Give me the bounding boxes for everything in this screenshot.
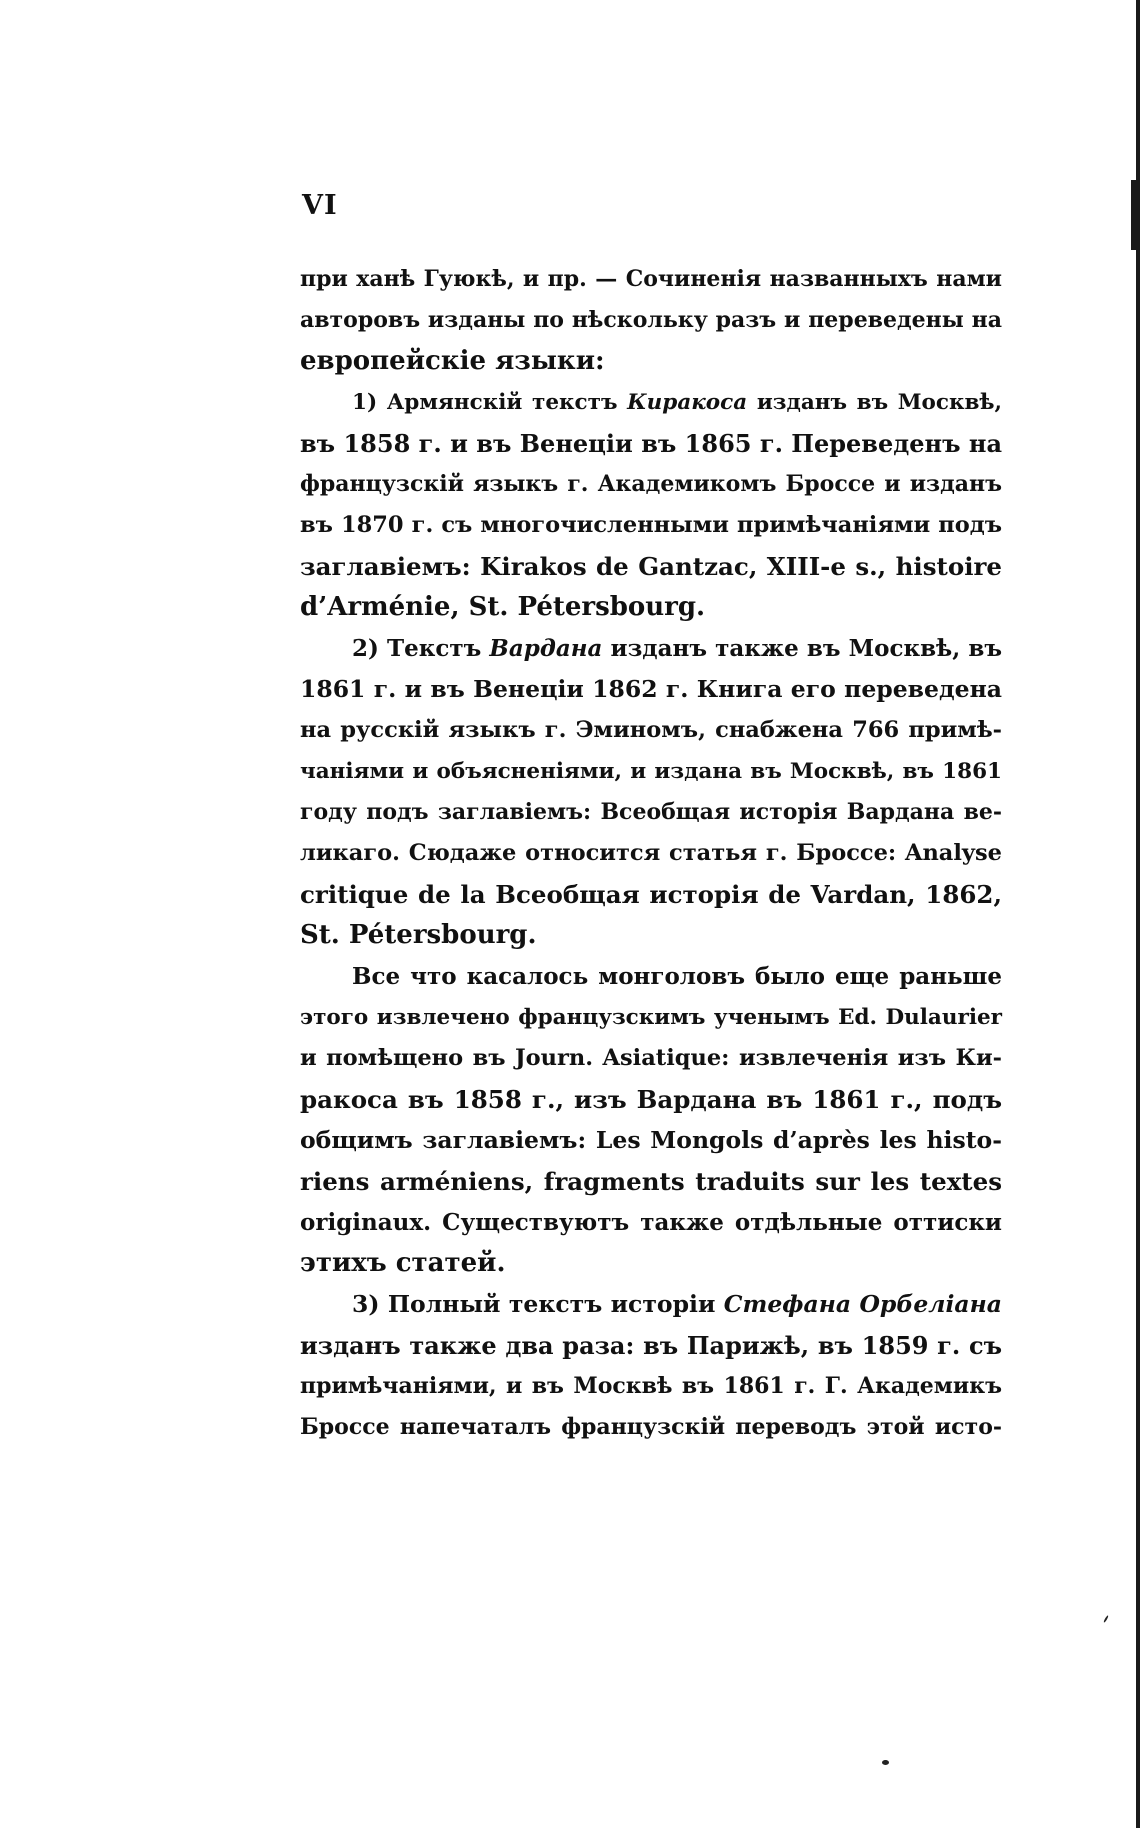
scan-speck [1103, 1615, 1109, 1623]
body-text [300, 259, 1002, 1448]
scan-speck [882, 1760, 889, 1765]
text-line: заглавіемъ: Kirakos de Gantzac, XIII-e s., histoire [300, 552, 1002, 581]
page-number: VI [302, 190, 338, 221]
author-name: Вардана [489, 635, 603, 662]
text-line: critique de la Всеобщая исторія de Vardan, 1862, [300, 880, 1002, 909]
text-line [300, 382, 1002, 423]
text-line: чаніями и объясненіями, и издана въ Москвѣ, въ 1861 [300, 759, 1002, 784]
author-name: Стефана Орбеліана [723, 1290, 1002, 1318]
text-line: originaux. Существуютъ также отдѣльные оттиски [300, 1209, 1002, 1236]
text-line: этого извлечено французскимъ ученымъ Ed. Dulaurier [300, 1005, 1002, 1030]
text-line: изданъ также два раза: въ Парижѣ, въ 1859 г. съ [300, 1331, 1002, 1360]
text-line: авторовъ изданы по нѣскольку разъ и переведены на [300, 307, 1002, 333]
text-line: Все что касалось монголовъ было еще раньше [352, 963, 1002, 990]
author-name: Киракоса [627, 390, 748, 415]
text-run: 1) Армянскій текстъ [352, 390, 628, 415]
text-run: изданъ также въ Москвѣ, въ [602, 635, 1002, 662]
text-line: d’Arménie, St. Pétersbourg. [300, 592, 706, 622]
text-line: примѣчаніями, и въ Москвѣ въ 1861 г. Г. Академикъ [300, 1373, 1002, 1399]
text-run: 2) Текстъ [352, 635, 490, 662]
text-line: этихъ статей. [300, 1248, 506, 1278]
text-line: ликаго. Сюдаже относится статья г. Броссе: Analyse [300, 840, 1002, 866]
text-line: году подъ заглавіемъ: Всеобщая исторія Вардана ве- [300, 799, 1002, 825]
text-run: 3) Полный текстъ исторіи [352, 1290, 724, 1318]
text-line: 1861 г. и въ Венеціи 1862 г. Книга его переведена [300, 675, 1002, 703]
text-line: Броссе напечаталъ французскій переводъ этой исто- [300, 1414, 1002, 1440]
text-line: riens arméniens, fragments traduits sur les textes [300, 1167, 1002, 1196]
text-run: изданъ въ Москвѣ, [747, 390, 1003, 415]
text-line: европейскіе языки: [300, 346, 605, 376]
scan-edge-mark [1131, 180, 1137, 250]
text-line: при ханѣ Гуюкѣ, и пр. — Сочиненія названныхъ нами [300, 266, 1002, 292]
text-line [300, 1284, 1002, 1325]
scan-edge [1136, 0, 1140, 1828]
text-line: на русскій языкъ г. Эминомъ, снабжена 766 примѣ- [300, 717, 1002, 743]
text-line: ракоса въ 1858 г., изъ Вардана въ 1861 г., подъ [300, 1085, 1002, 1114]
text-line: въ 1870 г. съ многочисленными примѣчаніями подъ [300, 512, 1002, 538]
text-line [300, 628, 1002, 669]
text-line: St. Pétersbourg. [300, 920, 537, 950]
text-line: въ 1858 г. и въ Венеціи въ 1865 г. Переведенъ на [300, 429, 1002, 458]
text-line: французскій языкъ г. Академикомъ Броссе и изданъ [300, 471, 1002, 497]
text-line: и помѣщено въ Journ. Asiatique: извлеченія изъ Ки- [300, 1045, 1002, 1071]
text-line: общимъ заглавіемъ: Les Mongols d’après les histo- [300, 1126, 1002, 1154]
